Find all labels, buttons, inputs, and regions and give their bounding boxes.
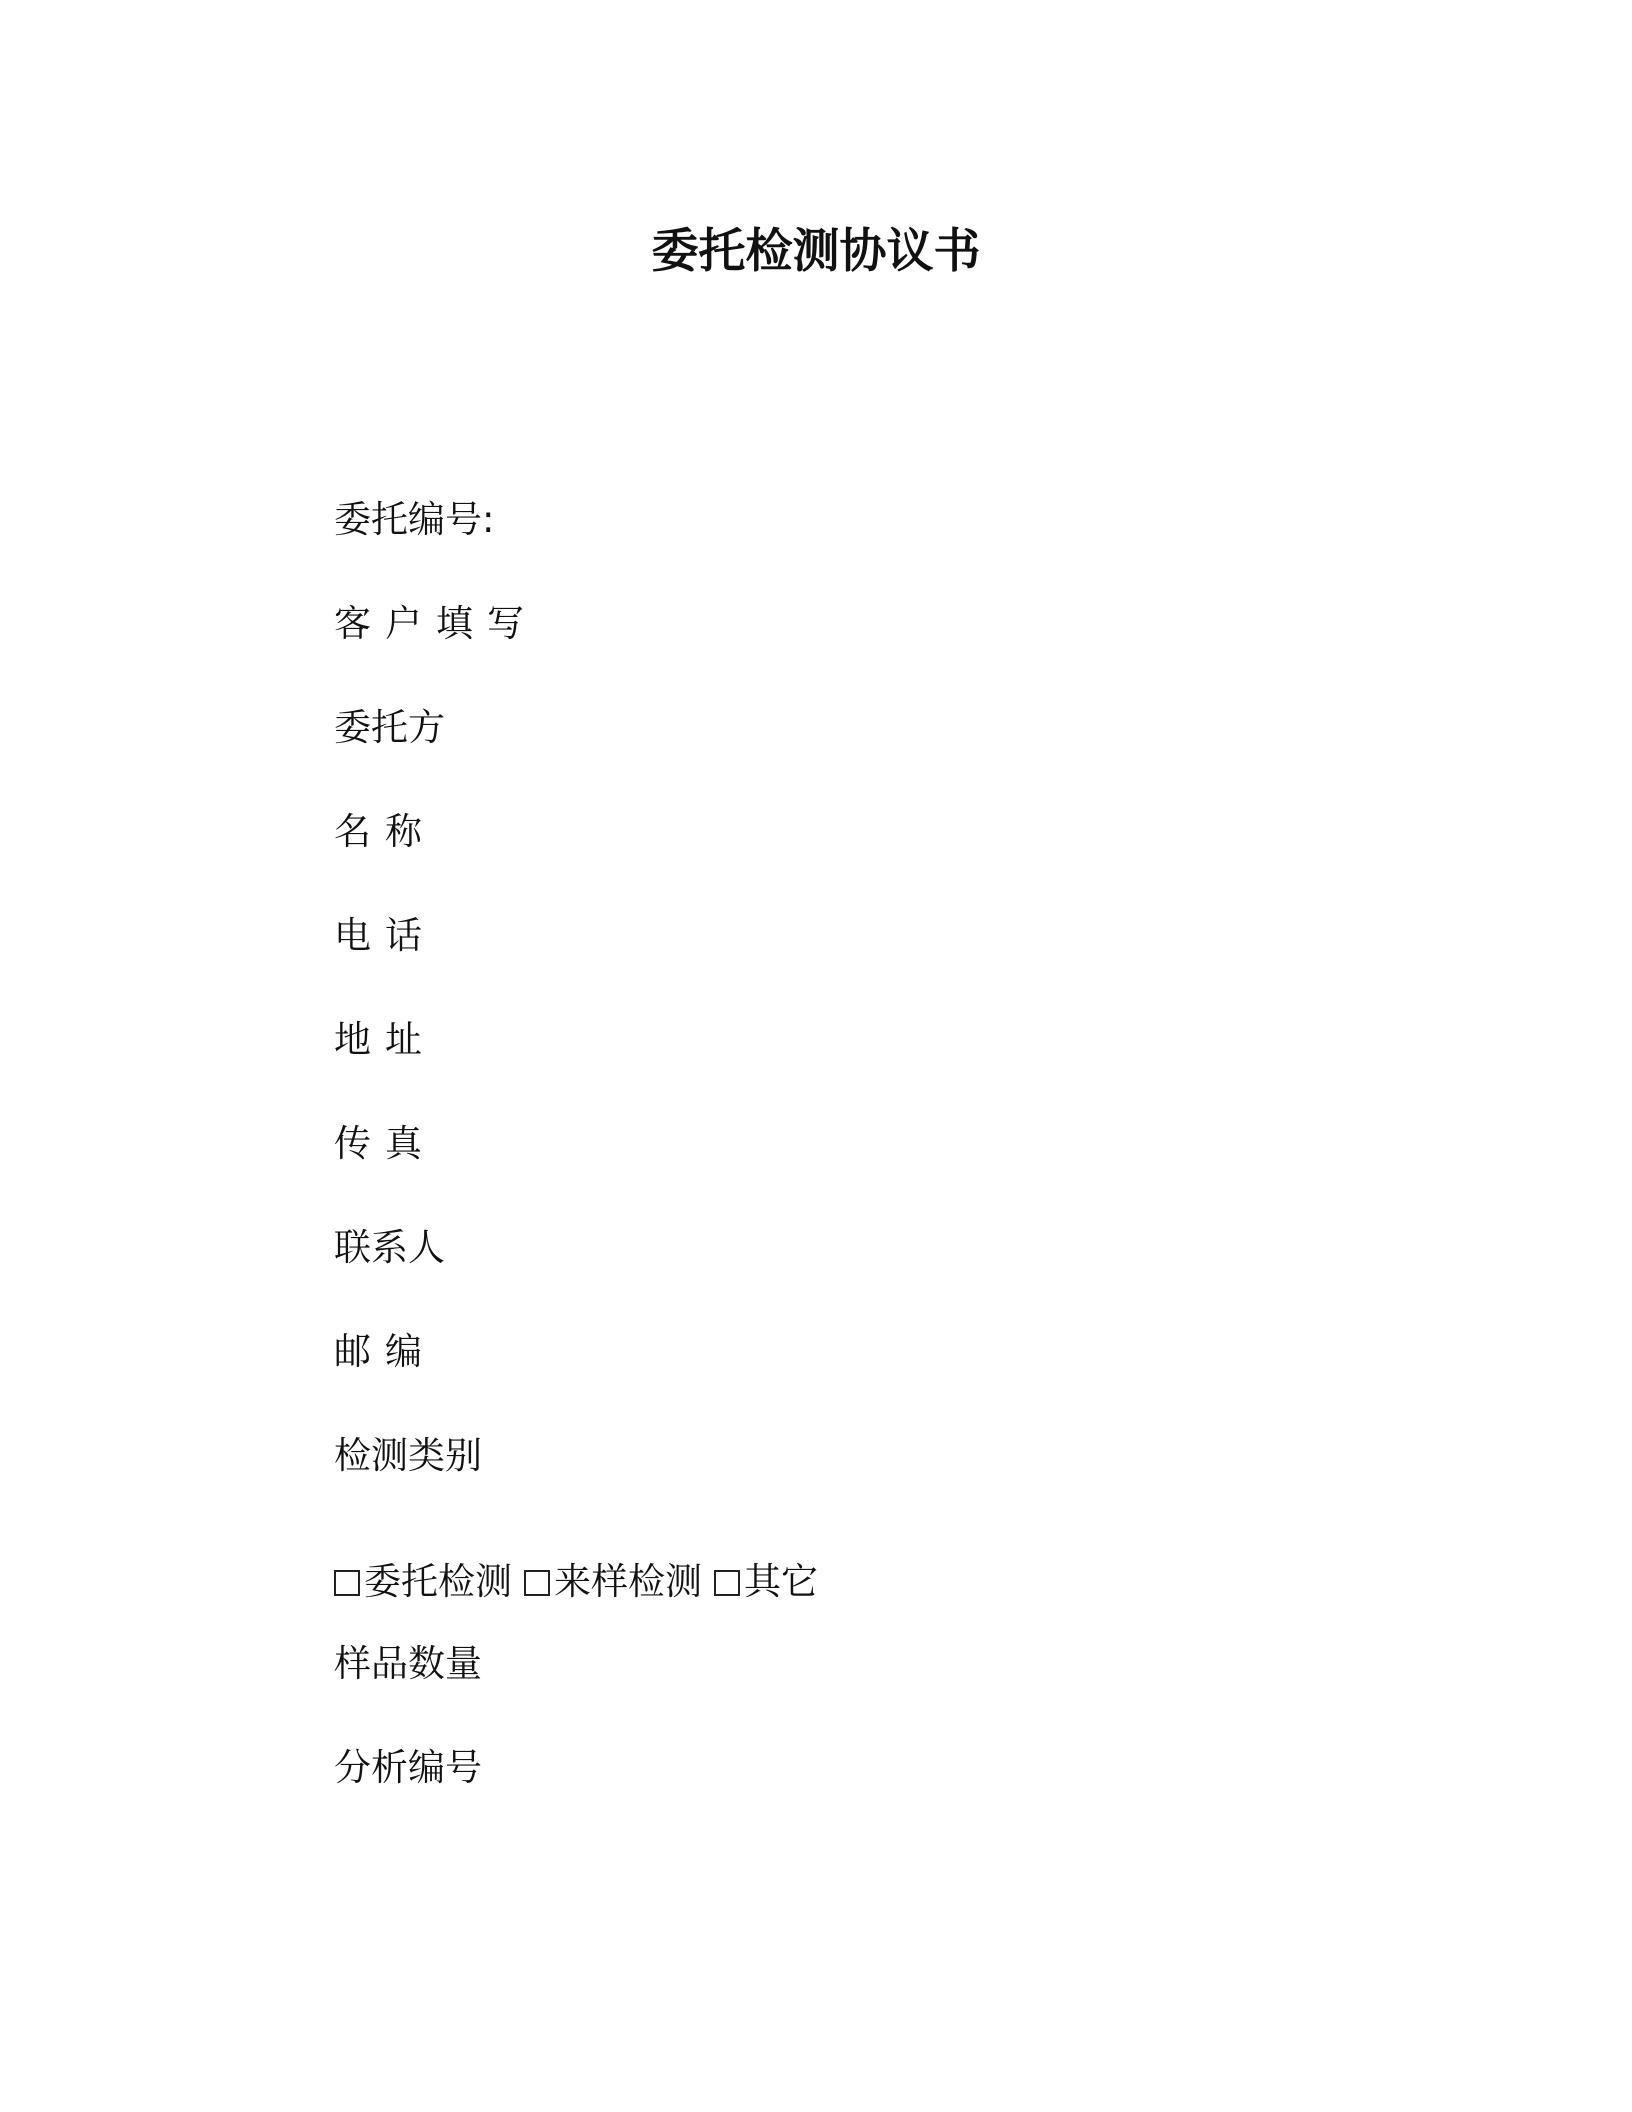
phone-label: 电话 (334, 914, 436, 957)
option-other[interactable] (714, 1552, 818, 1612)
checkbox-icon[interactable] (524, 1570, 550, 1596)
option-label: 委托检测 (364, 1560, 512, 1603)
postcode-label: 邮编 (334, 1330, 436, 1373)
option-label: 来样检测 (554, 1560, 702, 1603)
sample-quantity-label: 样品数量 (334, 1642, 482, 1685)
commission-no-label: 委托编号: (334, 498, 495, 541)
option-commissioned-test[interactable] (334, 1552, 512, 1612)
address-label: 地址 (334, 1018, 436, 1061)
option-label: 其它 (744, 1560, 818, 1603)
fax-label: 传真 (334, 1122, 436, 1165)
document-title: 委托检测协议书 (651, 224, 981, 279)
test-category-label: 检测类别 (334, 1434, 482, 1477)
client-label: 委托方 (334, 706, 445, 749)
checkbox-icon[interactable] (714, 1570, 740, 1596)
name-label: 名称 (334, 810, 436, 853)
customer-fill-label: 客户填写 (334, 602, 538, 645)
contact-label: 联系人 (334, 1226, 445, 1269)
test-category-options (334, 1530, 1334, 1634)
form-fields (334, 490, 1334, 1842)
option-sample-test[interactable] (524, 1552, 702, 1612)
checkbox-icon[interactable] (334, 1570, 360, 1596)
analysis-no-label: 分析编号 (334, 1746, 482, 1789)
